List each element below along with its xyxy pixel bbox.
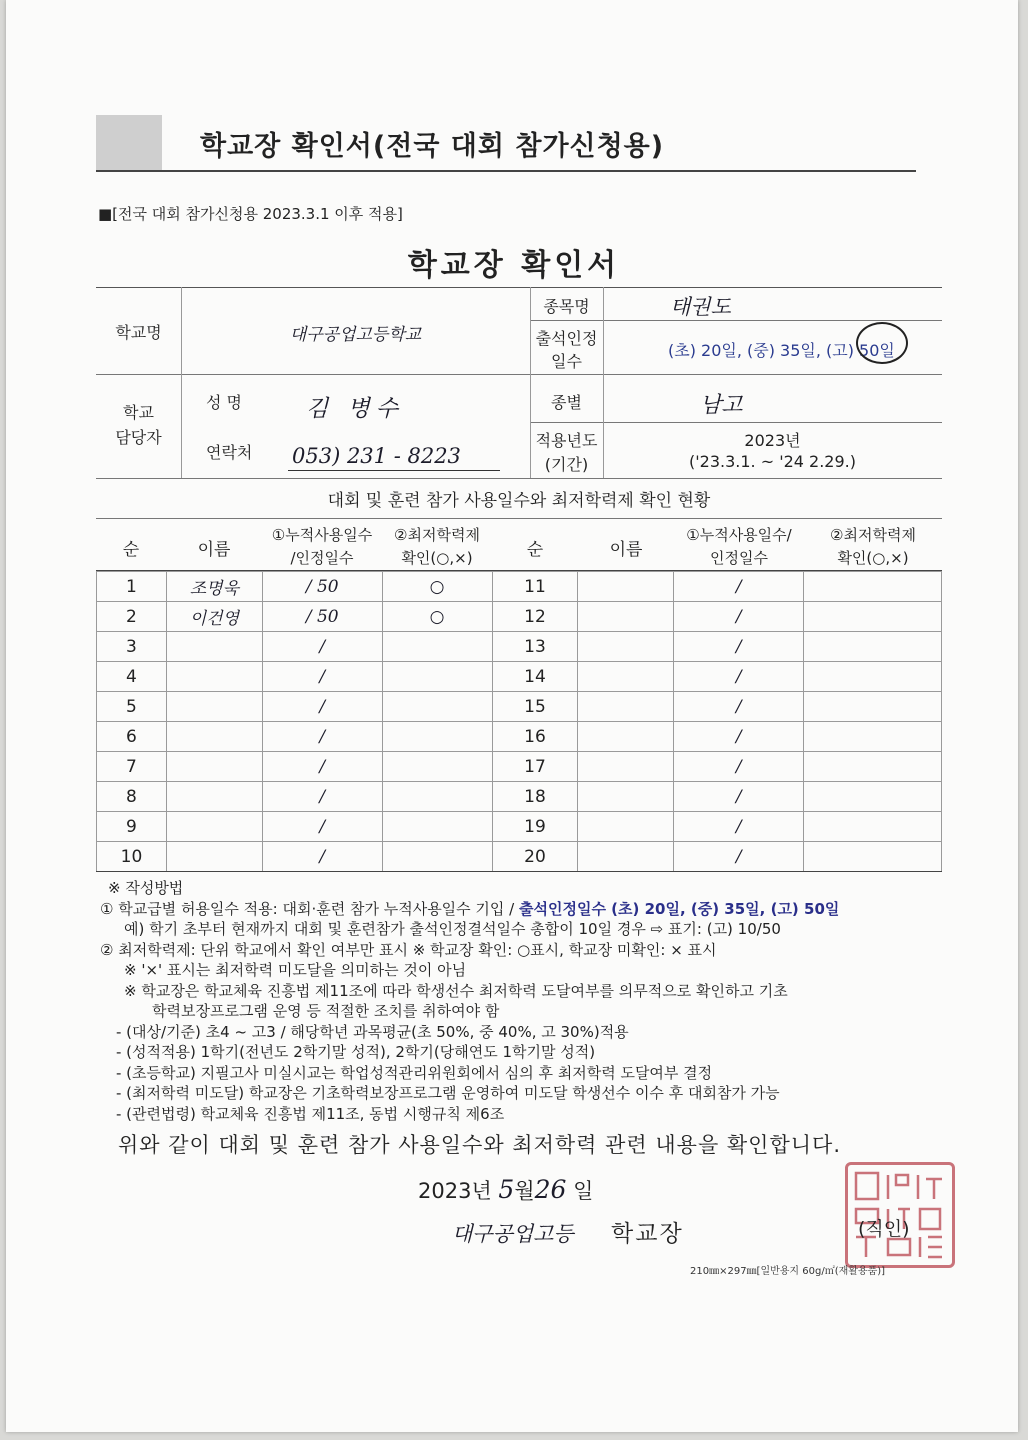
col-days-right-1: ①누적사용일수/ [686,526,792,544]
row-no: 18 [492,782,578,812]
note-bullet-5: - (관련법령) 학교체육 진흥법 제11조, 동법 시행규칙 제6조 [116,1104,505,1123]
col-min-left-1: ②최저학력제 [394,526,480,544]
row-min [382,692,492,722]
row-days: / [262,632,382,662]
row-days: / [674,692,804,722]
row-days: / [674,602,804,632]
row-no: 5 [97,692,167,722]
year-value: 2023년 [744,431,801,450]
row-name [578,602,674,632]
row-days: / [674,782,804,812]
sport-value: 태권도 [670,295,731,319]
row-no: 17 [492,752,578,782]
seal-label: (직인) [858,1218,910,1240]
row-no: 8 [97,782,167,812]
date-day-label: 일 [573,1179,594,1203]
row-name [166,692,262,722]
row-days: / [262,692,382,722]
row-min [382,752,492,782]
row-min [382,662,492,692]
row-name [166,782,262,812]
row-name [578,662,674,692]
row-days: / [262,752,382,782]
row-no: 20 [492,842,578,872]
info-line [530,320,942,321]
note-bullet-1: - (대상/기준) 초4 ~ 고3 / 해당학년 과목평균(초 50%, 중 40%, 고 30%)적용 [116,1022,629,1041]
name-value: 김 병수 [306,396,404,422]
row-days: / [674,662,804,692]
table-row [97,842,942,872]
row-name [166,752,262,782]
type-value: 남고 [700,393,743,418]
note-bullet-2: - (성적적용) 1학기(전년도 2학기말 성적), 2학기(당해연도 1학기말 성적) [116,1043,596,1061]
row-min [804,752,942,782]
table-row [97,782,942,812]
header-underline [96,170,916,172]
row-days: / [262,782,382,812]
table-row [97,602,942,632]
row-no: 12 [492,602,578,632]
attendance-value: (초) 20일, (중) 35일, (고) 50일 [668,341,895,360]
row-min [382,842,492,872]
col-min-right-2: 확인(○,×) [837,549,909,567]
row-min [804,572,942,602]
notes-heading: ※ 작성방법 [108,879,184,897]
header-title: 학교장 확인서(전국 대회 참가신청용) [200,131,665,162]
school-name-value: 대구공업고등학교 [289,325,422,345]
row-name [578,842,674,872]
note-3: ※ '×' 표시는 최저학력 미도달을 의미하는 것이 아님 [124,961,467,979]
school-name-label: 학교명 [115,323,162,342]
form-subtitle: ■[전국 대회 참가신청용 2023.3.1 이후 적용] [98,205,403,223]
row-min [804,842,942,872]
row-name [578,722,674,752]
row-min: ○ [382,602,492,632]
row-name [578,632,674,662]
year-label-1: 적용년도 [535,431,598,450]
table-row [97,632,942,662]
row-min [382,812,492,842]
row-min [804,692,942,722]
table-row [97,722,942,752]
row-no: 11 [492,572,578,602]
note-1-days: (초) 20일, (중) 35일, (고) 50일 [605,899,840,918]
row-days: / 50 [262,602,382,632]
row-no: 13 [492,632,578,662]
row-min [382,722,492,752]
contact-value: 053) 231 - 8223 [292,444,461,468]
row-no: 16 [492,722,578,752]
row-name: 이건영 [166,602,262,632]
manager-label-1: 학교 [123,403,154,422]
info-line [96,374,942,375]
row-days: / [262,842,382,872]
row-no: 6 [97,722,167,752]
note-1-example: 예) 학기 초부터 현재까지 대회 및 훈련참가 출석인정결석일수 총합이 10일 경우 ⇨ 표기: (고) 10/50 [124,920,781,938]
info-top-border [96,287,942,288]
row-min [382,632,492,662]
row-name [166,722,262,752]
year-label-2: (기간) [544,455,589,474]
row-name: 조명욱 [166,572,262,602]
row-no: 15 [492,692,578,722]
row-name [166,632,262,662]
row-no: 10 [97,842,167,872]
info-line [530,422,942,423]
period-value: ('23.3.1. ~ '24 2.29.) [689,452,856,471]
col-days-left-2: /인정일수 [290,549,354,567]
row-name [578,782,674,812]
date-month-label: 월 [514,1179,535,1203]
col-no-right: 순 [526,540,544,560]
col-days-right-2: 인정일수 [710,549,768,567]
row-min [804,632,942,662]
issue-date [418,1175,593,1205]
contact-label: 연락처 [206,443,253,462]
note-bullet-4: - (최저학력 미도달) 학교장은 기초학력보장프로그램 운영하여 미도달 학생선수 이수 후 대회참가 가능 [116,1084,780,1102]
row-name [578,572,674,602]
row-days: / [674,812,804,842]
note-4b: 학력보장프로그램 운영 등 적절한 조치를 취하여야 함 [152,1002,500,1020]
row-name [166,842,262,872]
table-top-border [96,518,942,519]
attendance-label-2: 일수 [551,352,582,371]
row-min [382,782,492,812]
row-no: 7 [97,752,167,782]
table-row [97,692,942,722]
row-min [804,812,942,842]
row-min: ○ [382,572,492,602]
signature-school: 대구공업고등 [452,1222,574,1246]
row-min [804,602,942,632]
attendance-circle-mark [856,322,908,364]
info-vline [181,287,182,478]
row-name [578,812,674,842]
col-name-left: 이름 [197,540,231,560]
date-month: 5 [498,1175,515,1204]
table-row [97,662,942,692]
row-no: 14 [492,662,578,692]
status-table [96,571,942,872]
note-1-text: ① 학교급별 허용일수 적용: 대회·훈련 참가 누적사용일수 기입 / [100,899,519,918]
main-title: 학교장 확인서 [407,248,621,283]
confirmation-text: 위와 같이 대회 및 훈련 참가 사용일수와 최저학력 관련 내용을 확인합니다. [118,1133,842,1157]
note-4a: ※ 학교장은 학교체육 진흥법 제11조에 따라 학생선수 최저학력 도달여부를 의무적으로 확인하고 기초 [124,981,788,1000]
attendance-label-1: 출석인정 [535,329,598,348]
row-days: / [674,722,804,752]
row-days: / 50 [262,572,382,602]
contact-underline [288,470,500,471]
row-no: 1 [97,572,167,602]
row-no: 4 [97,662,167,692]
row-days: / [262,812,382,842]
signature-title: 학교장 [611,1221,684,1247]
note-1-bold: 출석인정일수 [519,899,606,918]
table-row [97,752,942,782]
row-min [804,662,942,692]
manager-label-2: 담당자 [115,428,162,447]
type-label: 종별 [551,393,582,412]
header-gray-block [96,115,162,172]
instructions [100,878,839,1124]
col-days-left-1: ①누적사용일수 [271,526,373,544]
table-row [97,572,942,602]
table-row [97,812,942,842]
col-name-right: 이름 [609,540,643,560]
row-min [804,722,942,752]
row-name [166,812,262,842]
date-day: 26 [534,1175,567,1204]
paper-spec-footer: 210㎜×297㎜[일반용지 60g/㎡(재활용품)] [690,1266,886,1277]
name-label: 성 명 [206,393,242,412]
row-no: 2 [97,602,167,632]
note-2: ② 최저학력제: 단위 학교에서 확인 여부만 표시 ※ 학교장 확인: ○표시, 학교장 미확인: × 표시 [100,940,717,959]
row-name [578,692,674,722]
row-no: 19 [492,812,578,842]
col-min-left-2: 확인(○,×) [401,549,473,567]
row-days: / [674,572,804,602]
row-days: / [674,842,804,872]
status-table-caption: 대회 및 훈련 참가 사용일수와 최저학력제 확인 현황 [327,491,711,511]
col-min-right-1: ②최저학력제 [830,526,916,544]
row-name [578,752,674,782]
row-days: / [674,752,804,782]
note-bullet-3: - (초등학교) 지필고사 미실시교는 학업성적관리위원회에서 심의 후 최저학력 도달여부 결정 [116,1063,713,1082]
row-days: / [674,632,804,662]
date-year: 2023년 [418,1179,492,1203]
info-line [96,478,942,479]
row-days: / [262,662,382,692]
col-no-left: 순 [122,540,140,560]
sport-label: 종목명 [543,297,590,316]
table-bottom-border [96,871,942,872]
row-no: 3 [97,632,167,662]
row-days: / [262,722,382,752]
row-min [804,782,942,812]
principal-signature [452,1215,684,1248]
row-name [166,662,262,692]
note-1 [100,899,839,920]
row-no: 9 [97,812,167,842]
